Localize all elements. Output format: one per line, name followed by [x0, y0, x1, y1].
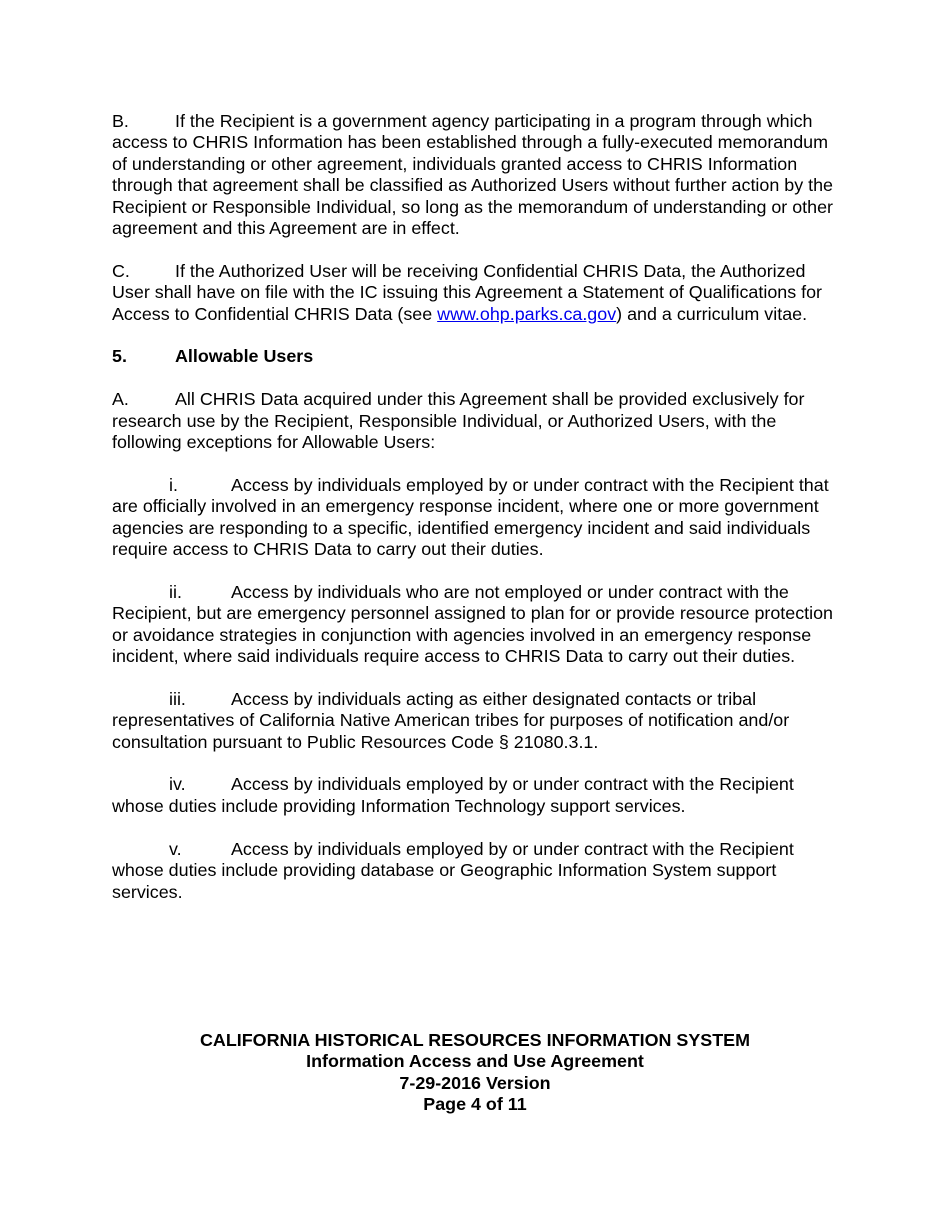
list-item-text: Access by individuals employed by or under contract with the Recipient that are officially involved in an emergency response incident, where one or more government agencies are responding to a specific, identified emergency incident and said individuals require access to CHRIS Data to carry out their duties.: [112, 474, 829, 560]
list-item: [112, 475, 847, 561]
paragraph-label: B.: [112, 111, 129, 131]
list-item-label: iii.: [169, 688, 186, 709]
footer-document-title: Information Access and Use Agreement: [306, 1051, 644, 1072]
list-item-text: Access by individuals acting as either designated contacts or tribal representatives of California Native American tribes for purposes of notification and/or consultation pursuant to Public Resources Code § 21080.3.1.: [112, 688, 790, 752]
list-item: [112, 582, 847, 668]
section-title: Allowable Users: [175, 346, 314, 367]
section-number: 5.: [112, 346, 127, 367]
section-heading: [112, 346, 847, 367]
footer-version: 7-29-2016 Version: [399, 1072, 551, 1093]
paragraph-b: [112, 111, 847, 239]
paragraph-label: C.: [112, 260, 130, 281]
paragraph-text: If the Recipient is a government agency participating in a program through which access to CHRIS Information has been established through a fully-executed memorandum of understanding or other agreement, individuals granted access to CHRIS Information through that agreement shall be classified as Authorized Users without further action by the Recipient or Responsible Individual, so long as the memorandum of understanding or other agreement and this Agreement are in effect.: [112, 111, 834, 239]
footer-page-number: Page 4 of 11: [423, 1094, 527, 1115]
paragraph-a: [112, 389, 847, 453]
list-item-label: iv.: [169, 774, 186, 795]
list-item-label: v.: [169, 838, 182, 859]
paragraph-label: A.: [112, 389, 129, 410]
list-item: [112, 774, 847, 817]
paragraph-c: [112, 261, 847, 325]
list-item: [112, 839, 847, 903]
paragraph-text: ) and a curriculum vitae.: [616, 303, 808, 324]
document-body: [112, 111, 847, 924]
list-item-label: i.: [169, 474, 178, 495]
footer-system-name: CALIFORNIA HISTORICAL RESOURCES INFORMATION SYSTEM: [200, 1030, 750, 1050]
list-item-text: Access by individuals employed by or under contract with the Recipient whose duties include providing database or Geographic Information System support services.: [112, 838, 794, 902]
paragraph-text: If the Authorized User will be receiving Confidential CHRIS Data, the Authorized User shall have on file with the IC issuing this Agreement a Statement of Qualifications for Access to Confidential CHRIS Data (see: [112, 260, 823, 324]
paragraph-text: All CHRIS Data acquired under this Agreement shall be provided exclusively for research use by the Recipient, Responsible Individual, or Authorized Users, with the following exceptions for Allowable Users:: [112, 389, 805, 453]
list-item-label: ii.: [169, 581, 182, 602]
list-item: [112, 689, 847, 753]
list-item-text: Access by individuals employed by or under contract with the Recipient whose duties include providing Information Technology support services.: [112, 774, 794, 816]
list-item-text: Access by individuals who are not employed or under contract with the Recipient, but are emergency personnel assigned to plan for or provide resource protection or avoidance strategies in conjunction with agencies involved in an emergency response incident, where said individuals require access to CHRIS Data to carry out their duties.: [112, 581, 834, 667]
ohp-website-link[interactable]: www.ohp.parks.ca.gov: [437, 303, 617, 324]
page-footer: [0, 1030, 950, 1116]
